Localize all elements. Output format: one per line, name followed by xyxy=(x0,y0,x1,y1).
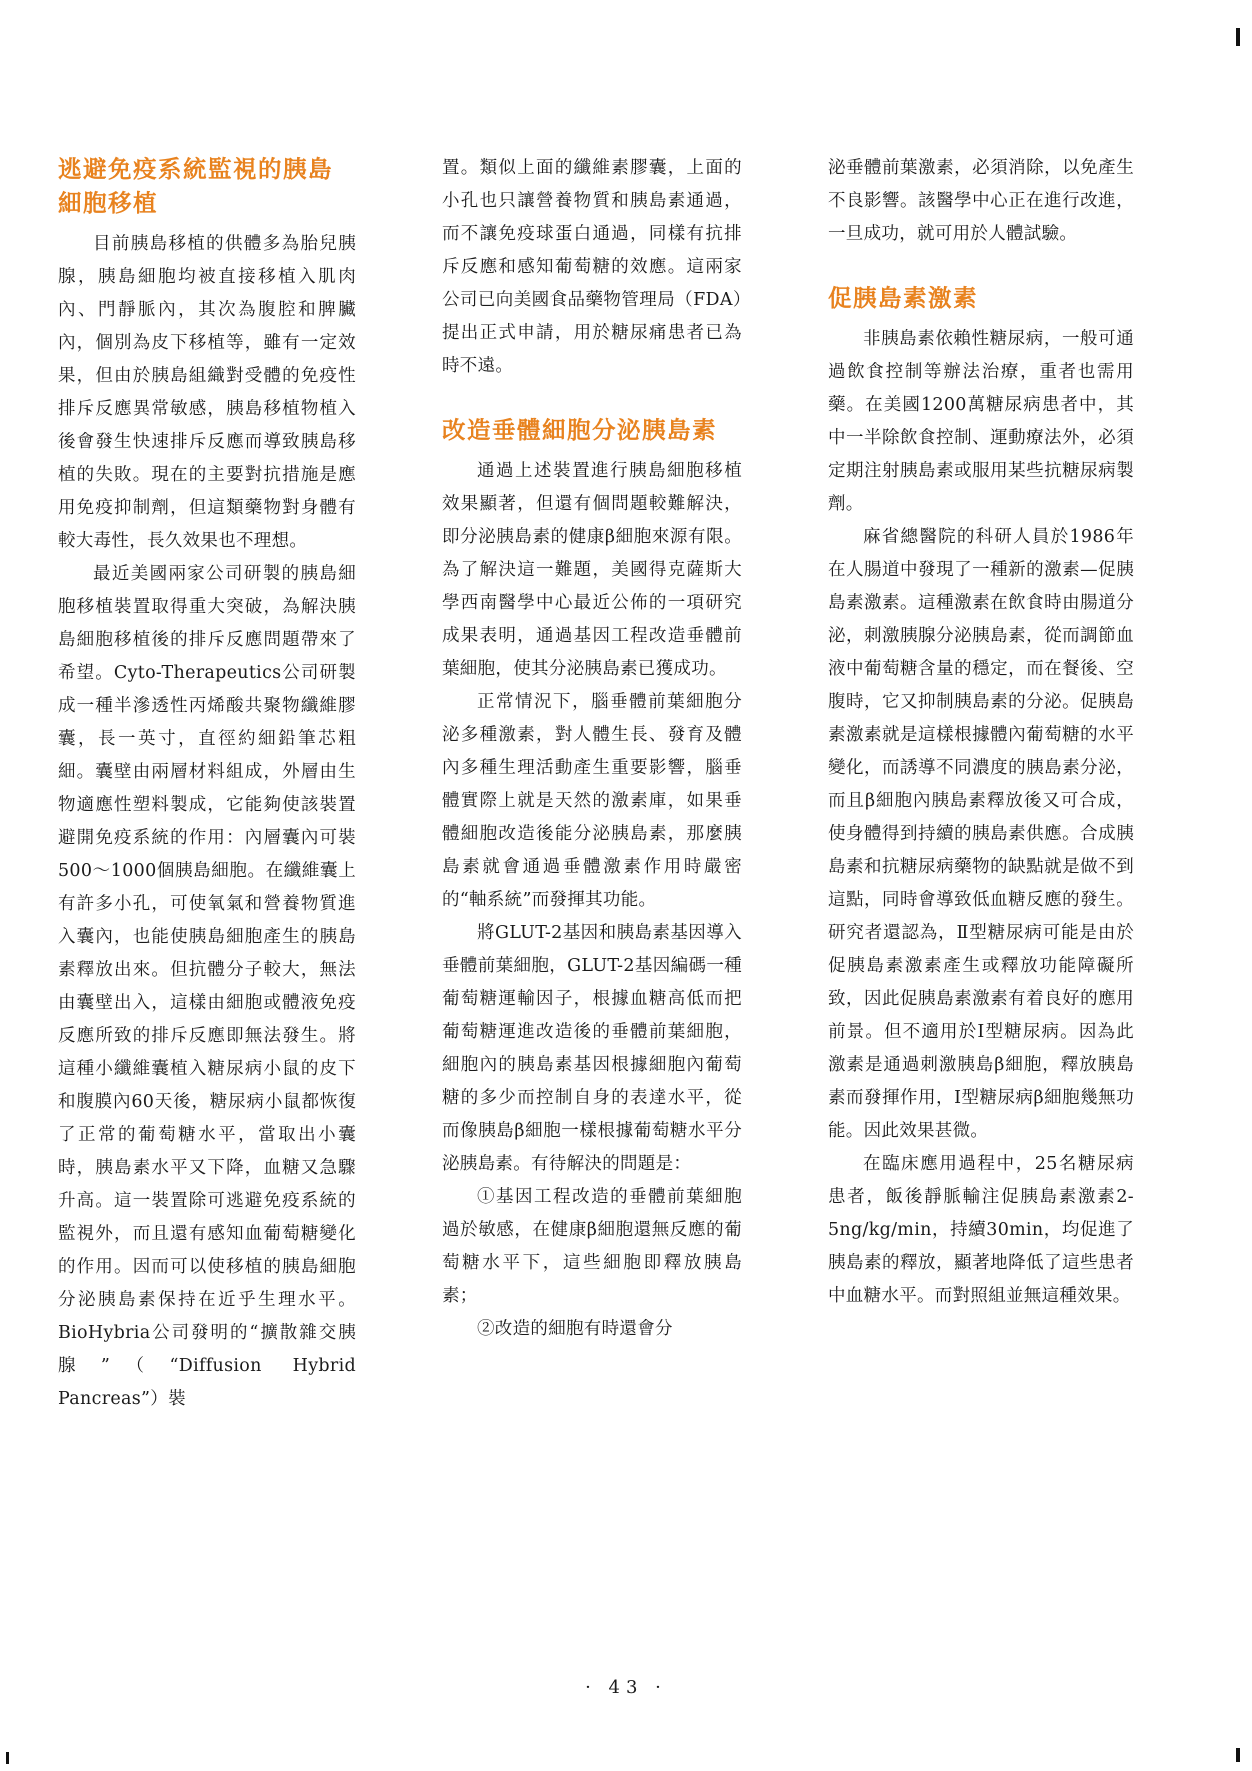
section-heading-islet-transplant: 逃避免疫系統監視的胰島細胞移植 xyxy=(58,155,333,217)
paragraph: 泌垂體前葉激素，必須消除，以免產生不良影響。該醫學中心正在進行改進，一旦成功，就可用於人體試驗。 xyxy=(828,158,1134,244)
column-1 xyxy=(58,152,356,1416)
paragraph: 置。類似上面的纖維素膠囊，上面的小孔也只讓營養物質和胰島素通過，而不讓免疫球蛋白通過，同樣有抗排斥反應和感知葡萄糖的效應。這兩家公司已向美國食品藥物管理局（FDA）提出正式申請，用於糖尿痛患者已為時不遠。 xyxy=(442,158,742,376)
paragraph: ②改造的細胞有時還會分 xyxy=(477,1319,673,1339)
paragraph: 目前胰島移植的供體多為胎兒胰腺，胰島細胞均被直接移植入肌肉內、門靜脈內，其次為腹腔和脾臟內，個別為皮下移植等，雖有一定效果，但由於胰島組織對受體的免疫性排斥反應異常敏感，胰島移植物植入後會發生快速排斥反應而導致胰島移植的失敗。現在的主要對抗措施是應用免疫抑制劑，但這類藥物對身體有較大毒性，長久效果也不理想。 xyxy=(58,234,356,551)
paragraph: ①基因工程改造的垂體前葉細胞過於敏感，在健康β細胞還無反應的葡萄糖水平下，這些細胞即釋放胰島素； xyxy=(442,1187,742,1306)
page-number: · 43 · xyxy=(585,1677,667,1698)
paragraph: 正常情況下，腦垂體前葉細胞分泌多種激素，對人體生長、發育及體內多種生理活動產生重要影響，腦垂體實際上就是天然的激素庫，如果垂體細胞改造後能分泌胰島素，那麼胰島素就會通過垂體激素作用時嚴密的“軸系統”而發揮其功能。 xyxy=(442,692,742,910)
scan-mark xyxy=(6,1752,9,1764)
paragraph: 麻省總醫院的科研人員於1986年在人腸道中發現了一種新的激素—促胰島素激素。這種激素在飲食時由腸道分泌，刺激胰腺分泌胰島素，從而調節血液中葡萄糖含量的穩定，而在餐後、空腹時，它又抑制胰島素的分泌。促胰島素激素就是這樣根據體內葡萄糖的水平變化，而誘導不同濃度的胰島素分泌，而且β細胞內胰島素釋放後又可合成，使身體得到持續的胰島素供應。合成胰島素和抗糖尿病藥物的缺點就是做不到這點，同時會導致低血糖反應的發生。研究者還認為，Ⅱ型糖尿病可能是由於促胰島素激素產生或釋放功能障礙所致，因此促胰島素激素有着良好的應用前景。但不適用於Ⅰ型糖尿病。因為此激素是通過刺激胰島β細胞，釋放胰島素而發揮作用，Ⅰ型糖尿病β細胞幾無功能。因此效果甚微。 xyxy=(828,527,1134,1141)
column-3 xyxy=(828,152,1134,1313)
paragraph: 非胰島素依賴性糖尿病，一般可通過飲食控制等辦法治療，重者也需用藥。在美國1200萬糖尿病患者中，其中一半除飲食控制、運動療法外，必須定期注射胰島素或服用某些抗糖尿病製劑。 xyxy=(828,329,1134,514)
paragraph: 將GLUT-2基因和胰島素基因導入垂體前葉細胞，GLUT-2基因編碼一種葡萄糖運輸因子，根據血糖高低而把葡萄糖運進改造後的垂體前葉細胞，細胞內的胰島素基因根據細胞內葡萄糖的多少而控制自身的表達水平，從而像胰島β細胞一樣根據葡萄糖水平分泌胰島素。有待解決的問題是： xyxy=(442,923,742,1174)
section-heading-incretin: 促胰島素激素 xyxy=(828,284,978,312)
paragraph: 最近美國兩家公司研製的胰島細胞移植裝置取得重大突破，為解決胰島細胞移植後的排斥反應問題帶來了希望。Cyto-Therapeutics公司研製成一種半滲透性丙烯酸共聚物纖維膠囊，長一英寸，直徑約細鉛筆芯粗細。囊壁由兩層材料組成，外層由生物適應性塑料製成，它能夠使該裝置避開免疫系統的作用：內層囊內可裝500～1000個胰島細胞。在纖維囊上有許多小孔，可使氧氣和營養物質進入囊內，也能使胰島細胞產生的胰島素釋放出來。但抗體分子較大，無法由囊壁出入，這樣由細胞或體液免疫反應所致的排斥反應即無法發生。將這種小纖維囊植入糖尿病小鼠的皮下和腹膜內60天後，糖尿病小鼠都恢復了正常的葡萄糖水平，當取出小囊時，胰島素水平又下降，血糖又急驟升高。這一裝置除可逃避免疫系統的監視外，而且還有感知血葡萄糖變化的作用。因而可以使移植的胰島細胞分泌胰島素保持在近乎生理水平。BioHybria公司發明的“擴散雜交胰腺”（“Diffusion Hybrid Pancreas”）裝 xyxy=(58,564,356,1409)
scan-mark xyxy=(1236,28,1240,46)
column-2 xyxy=(442,152,742,1346)
scan-mark xyxy=(1236,1748,1240,1762)
paragraph: 通過上述裝置進行胰島細胞移植效果顯著，但還有個問題較難解決，即分泌胰島素的健康β細胞來源有限。為了解決這一難題，美國得克薩斯大學西南醫學中心最近公佈的一項研究成果表明，通過基因工程改造垂體前葉細胞，使其分泌胰島素已獲成功。 xyxy=(442,461,742,679)
paragraph: 在臨床應用過程中，25名糖尿病患者，飯後靜脈輸注促胰島素激素2-5ng/kg/min，持續30min，均促進了胰島素的釋放，顯著地降低了這些患者中血糖水平。而對照組並無這種效果。 xyxy=(828,1154,1134,1306)
section-heading-pituitary: 改造垂體細胞分泌胰島素 xyxy=(442,416,717,444)
